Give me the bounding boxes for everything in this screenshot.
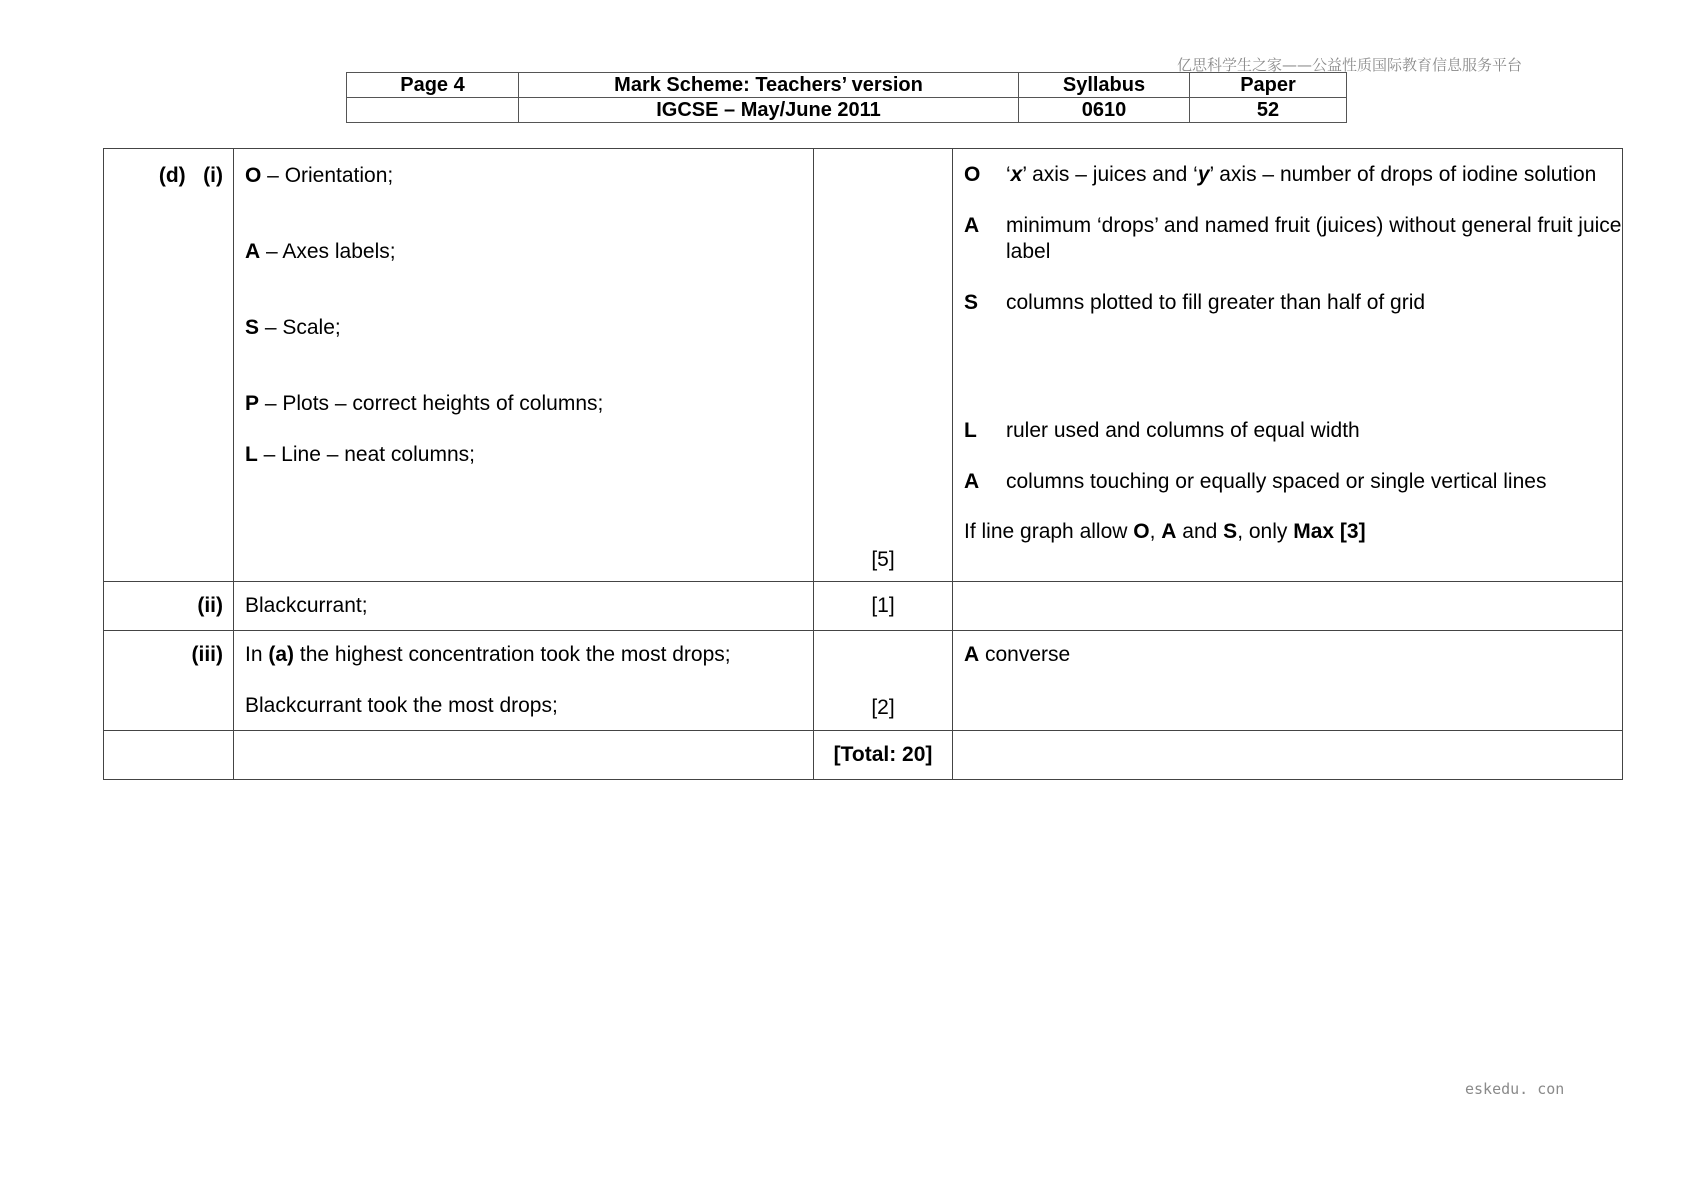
question-number-d-ii: (ii): [104, 582, 234, 631]
guidance-cell-d-iii: [953, 631, 1623, 731]
header-subtitle: IGCSE – May/June 2011: [519, 98, 1019, 123]
header-page: Page 4: [347, 73, 519, 98]
header-title: Mark Scheme: Teachers’ version: [519, 73, 1019, 98]
guidance-line: L ruler used and columns of equal width: [964, 419, 1360, 442]
total-empty-2: [234, 731, 814, 780]
mark-cell-d-i: [814, 149, 953, 582]
total-empty-3: [953, 731, 1623, 780]
mark-scheme-table: [103, 148, 1623, 780]
guidance-scale: S columns plotted to fill greater than half of grid: [964, 291, 1426, 314]
answer-plots: P – Plots – correct heights of columns;: [245, 392, 604, 415]
mark-d-ii: [1]: [871, 594, 895, 617]
row-d-iii: [104, 631, 1623, 731]
total-marks: [Total: 20]: [833, 743, 933, 766]
answer-cell-d-iii: [234, 631, 814, 731]
answer-axes-labels: A – Axes labels;: [245, 240, 396, 263]
question-label-d: (d): [158, 164, 186, 187]
answer-blackcurrant: Blackcurrant;: [245, 594, 368, 617]
answer-scale: S – Scale;: [245, 316, 341, 339]
row-total: [104, 731, 1623, 780]
watermark: 亿思科学生之家——公益性质国际教育信息服务平台: [1177, 56, 1523, 74]
header-syllabus-value: 0610: [1019, 98, 1190, 123]
guidance-orientation: O ‘x’ axis – juices and ‘y’ axis – number of drops of iodine solution: [964, 163, 1597, 186]
mark-cell-d-ii: [814, 582, 953, 631]
total-cell: [814, 731, 953, 780]
answer-cell-d-ii: [234, 582, 814, 631]
question-number-d-i: [104, 149, 234, 582]
header-paper-label: Paper: [1190, 73, 1347, 98]
guidance-converse: A converse: [964, 643, 1071, 666]
total-empty-1: [104, 731, 234, 780]
answer-line: L – Line – neat columns;: [245, 443, 475, 466]
guidance-cell-d-ii: [953, 582, 1623, 631]
row-d-i: [104, 149, 1623, 582]
guidance-axes: A minimum ‘drops’ and named fruit (juices) without general fruit juice label: [964, 214, 1622, 263]
mark-d-i: [5]: [871, 548, 895, 571]
header-empty: [347, 98, 519, 123]
mark-d-iii: [2]: [871, 696, 895, 719]
answer-highest-concentration: In (a) the highest concentration took the most drops;: [245, 643, 731, 666]
row-d-ii: [104, 582, 1623, 631]
answer-orientation: O – Orientation;: [245, 164, 394, 187]
footer-watermark: eskedu. con: [1465, 1080, 1565, 1098]
header-paper-value: 52: [1190, 98, 1347, 123]
guidance-cell-d-i: [953, 149, 1623, 582]
header-syllabus-label: Syllabus: [1019, 73, 1190, 98]
question-label-i: (i): [203, 164, 223, 187]
mark-cell-d-iii: [814, 631, 953, 731]
question-number-d-iii: (iii): [104, 631, 234, 731]
guidance-columns: A columns touching or equally spaced or single vertical lines: [964, 470, 1547, 493]
answer-blackcurrant-most: Blackcurrant took the most drops;: [245, 694, 558, 717]
guidance-line-graph: If line graph allow O, A and S, only Max [3]: [964, 520, 1366, 543]
answer-cell-d-i: [234, 149, 814, 582]
header-table: [346, 72, 1347, 123]
